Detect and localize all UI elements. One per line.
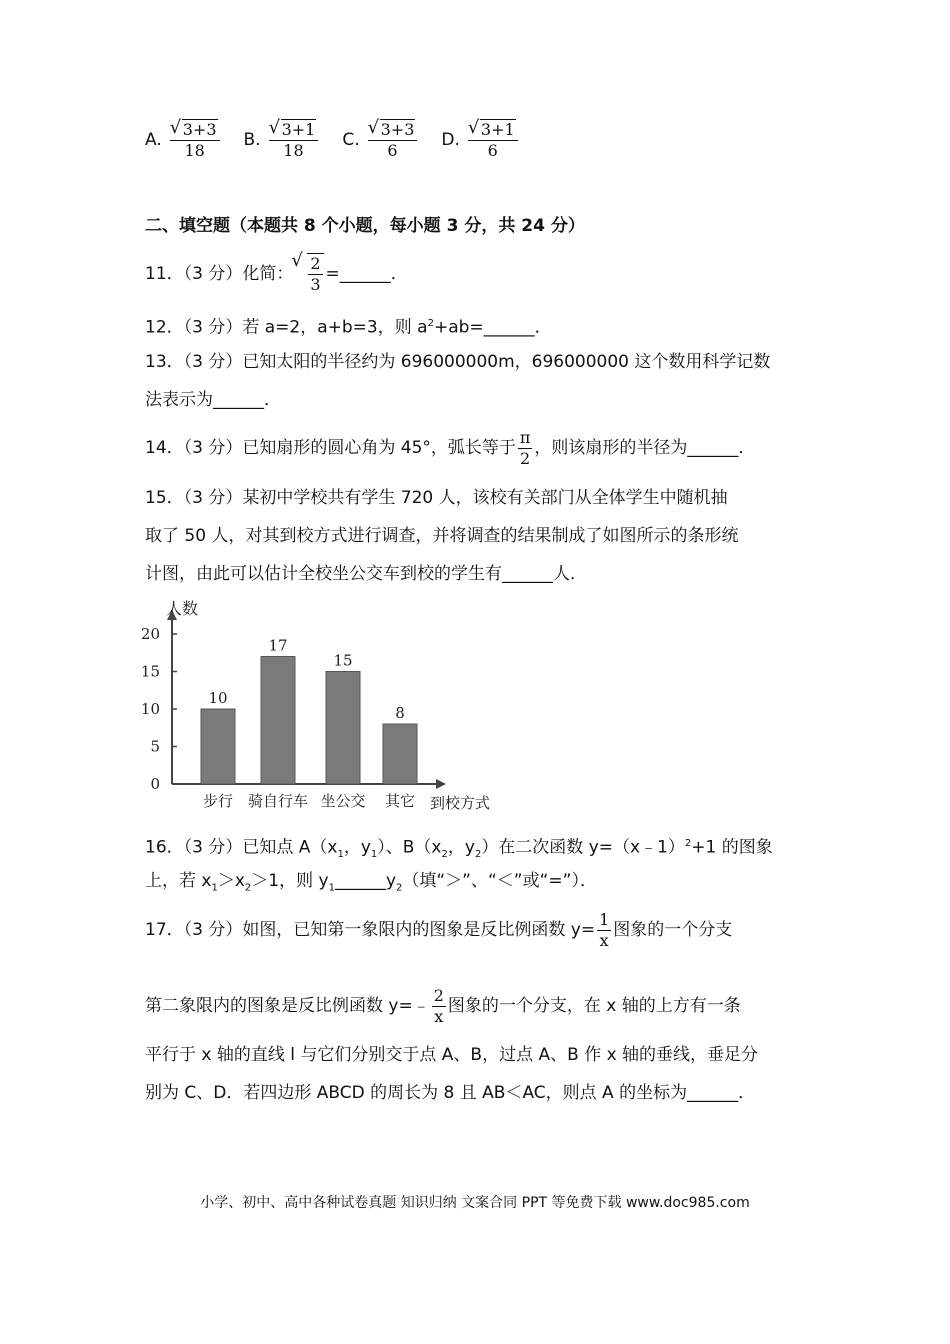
option-d xyxy=(441,120,519,161)
fraction: $\frac{\pi}{2}$ xyxy=(519,427,531,468)
question-17-line-2: 第二象限内的图象是反比例函数 y=﹣ $\frac{2}{x}$ 图象的一个分支，在 x 轴的上方有一条 xyxy=(145,985,741,1026)
question-11: 11．（3 分）化简： √ $\frac{2}{3}$ =______． xyxy=(145,252,408,296)
y-tick-label: 10 xyxy=(140,700,160,718)
question-17-line-1: 17．（3 分）如图，已知第一象限内的图象是反比例函数 y= $\frac{1}{x}$ 图象的一个分支 xyxy=(145,909,733,950)
y-tick-label: 20 xyxy=(140,625,160,643)
bar-data-label: 15 xyxy=(333,651,353,670)
question-13-line-1: 13．（3 分）已知太阳的半径约为 696000000m，696000000 这个数用科学记数 xyxy=(145,352,771,372)
option-a xyxy=(145,120,222,161)
option-fraction: √ $\frac{3+1}{6}$ xyxy=(468,120,518,161)
question-14: 14．（3 分）已知扇形的圆心角为 45°，弧长等于 $\frac{\pi}{2}$ ，则该扇形的半径为______． xyxy=(145,427,756,468)
question-15-line-1: 15．（3 分）某初中学校共有学生 720 人，该校有关部门从全体学生中随机抽 xyxy=(145,488,728,508)
question-17-line-3: 平行于 x 轴的直线 l 与它们分别交于点 A、B，过点 A、B 作 x 轴的垂线，垂足分 xyxy=(145,1045,759,1065)
option-label: A. xyxy=(145,130,162,150)
section-title: 二、填空题（本题共 8 个小题，每小题 3 分，共 24 分） xyxy=(145,216,585,236)
question-13-line-2: 法表示为______． xyxy=(145,390,281,410)
question-16-line-2: 上，若 $x_1>x_2>1$，则 $y_1\_\_\_\_\_\_y_2$（填“＞”、“＜”或“=”）． xyxy=(145,871,597,894)
x-axis-arrow-icon xyxy=(436,779,446,789)
y-axis-label: 人数 xyxy=(166,599,199,618)
option-fraction: √ $\frac{3+1}{18}$ xyxy=(269,120,319,161)
option-fraction: √ $\frac{3+3}{6}$ xyxy=(368,120,418,161)
sqrt-icon: √ 3+3 xyxy=(172,120,218,140)
x-category-label: 骑自行车 xyxy=(247,792,309,810)
bar xyxy=(201,709,235,784)
x-category-label: 其它 xyxy=(384,792,416,810)
question-15-line-3: 计图，由此可以估计全校坐公交车到校的学生有______人． xyxy=(145,564,587,584)
sqrt-icon xyxy=(293,253,325,295)
option-label: D. xyxy=(441,130,460,150)
fraction: √ $\frac{2}{3}$ xyxy=(307,253,323,295)
sqrt-icon: √ 3+3 xyxy=(370,120,416,140)
bar xyxy=(383,724,417,784)
bar xyxy=(326,672,360,785)
option-label: C. xyxy=(342,130,360,150)
y-tick-label: 0 xyxy=(150,775,160,793)
y-tick-label: 5 xyxy=(150,737,160,756)
fraction: $\frac{1}{x}$ xyxy=(599,909,610,950)
option-label: B. xyxy=(243,130,261,150)
question-12: 12．（3 分）若 a=2，a+b=3，则 $a^2+ab=\_\_\_\_\_\_$． xyxy=(145,317,552,338)
bar-data-label: 17 xyxy=(268,636,288,655)
x-category-label: 步行 xyxy=(202,792,234,810)
sqrt-icon: √ 3+1 xyxy=(470,120,516,140)
x-axis-label: 到校方式 xyxy=(430,794,491,812)
question-15-line-2: 取了 50 人，对其到校方式进行调查，并将调查的结果制成了如图所示的条形统 xyxy=(145,526,739,546)
bar-data-label: 8 xyxy=(395,704,405,722)
page-footer: 小学、初中、高中各种试卷真题 知识归纳 文案合同 PPT 等免费下载 www.doc985.com xyxy=(200,1195,750,1211)
bar-chart xyxy=(130,590,510,812)
option-b xyxy=(244,120,321,161)
options-row xyxy=(145,118,542,162)
question-16-line-1: 16．（3 分）已知点 $A(x_1$，$y_1$）、$B(x_2$，$y_2$）在二次函数 y=（x﹣1）$^2$+1 的图象 xyxy=(145,837,773,861)
option-fraction: √ $\frac{3+3}{18}$ xyxy=(170,120,220,161)
x-category-label: 坐公交 xyxy=(320,792,366,810)
question-17-line-4: 别为 C、D．若四边形 ABCD 的周长为 8 且 AB＜AC，则点 A 的坐标为______． xyxy=(145,1083,756,1103)
y-tick-label: 15 xyxy=(140,662,160,681)
sqrt-icon: √ 3+1 xyxy=(271,120,317,140)
fraction: $\frac{2}{x}$ xyxy=(433,985,444,1026)
bar-data-label: 10 xyxy=(208,689,228,707)
bar xyxy=(261,657,295,785)
option-c xyxy=(342,120,419,161)
